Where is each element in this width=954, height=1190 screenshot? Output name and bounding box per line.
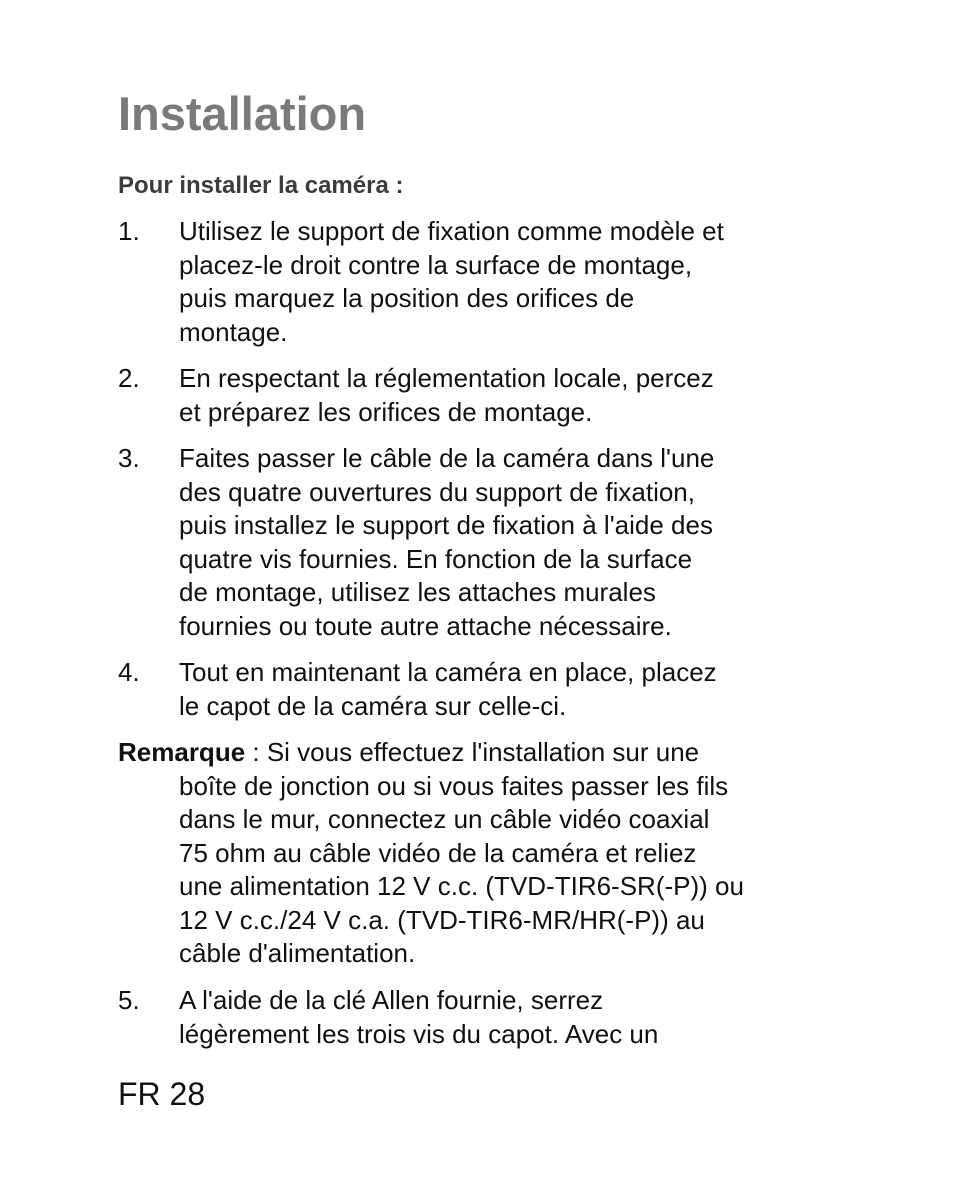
step-line: et préparez les orifices de montage. [179,396,593,427]
note-line: dans le mur, connectez un câble vidéo coaxial [179,804,710,834]
step-number: 1. [118,216,140,246]
note-label: Remarque [118,737,246,767]
step-line: A l'aide de la clé Allen fournie, serrez [179,985,604,1015]
page-number: FR 28 [118,1076,206,1112]
step-text [179,442,714,643]
note-block [118,736,744,971]
step-line: placez-le droit contre la surface de montage, [179,249,693,280]
step-text [179,362,714,429]
step-text [179,215,724,349]
step-text [179,984,658,1051]
step-line: quatre vis fournies. En fonction de la surface [179,543,693,574]
step-number: 4. [118,657,140,687]
step-line: légèrement les trois vis du capot. Avec un [179,1018,659,1049]
step-number: 2. [118,363,140,393]
step-number: 5. [118,985,140,1015]
note-line: câble d'alimentation. [179,938,416,968]
step-text [179,656,717,723]
step-line: fournies ou toute autre attache nécessaire. [179,610,672,641]
step-line: le capot de la caméra sur celle-ci. [179,690,567,721]
step-line: de montage, utilisez les attaches murales [179,577,656,607]
step-line: des quatre ouvertures du support de fixation, [179,476,695,507]
note-line: 75 ohm au câble vidéo de la caméra et reliez [179,837,697,868]
note-line: 12 V c.c./24 V c.a. (TVD-TIR6-MR/HR(-P)) au [179,904,705,935]
note-line: boîte de jonction ou si vous faites passer les fils [179,770,729,801]
note-first-line [118,736,744,770]
note-first-line-text: : Si vous effectuez l'installation sur une [245,737,700,767]
page-title: Installation [118,87,367,140]
section-subheading: Pour installer la caméra : [118,172,404,199]
step-line: montage. [179,316,288,347]
step-line: Faites passer le câble de la caméra dans l'une [179,443,715,473]
note-line: une alimentation 12 V c.c. (TVD-TIR6-SR(-P)) ou [179,871,744,901]
step-line: puis marquez la position des orifices de [179,283,635,313]
step-number: 3. [118,443,140,473]
step-line: En respectant la réglementation locale, percez [179,363,714,393]
step-line: Utilisez le support de fixation comme modèle et [179,216,724,246]
step-line: puis installez le support de fixation à l'aide des [179,510,713,540]
step-line: Tout en maintenant la caméra en place, placez [179,657,717,687]
